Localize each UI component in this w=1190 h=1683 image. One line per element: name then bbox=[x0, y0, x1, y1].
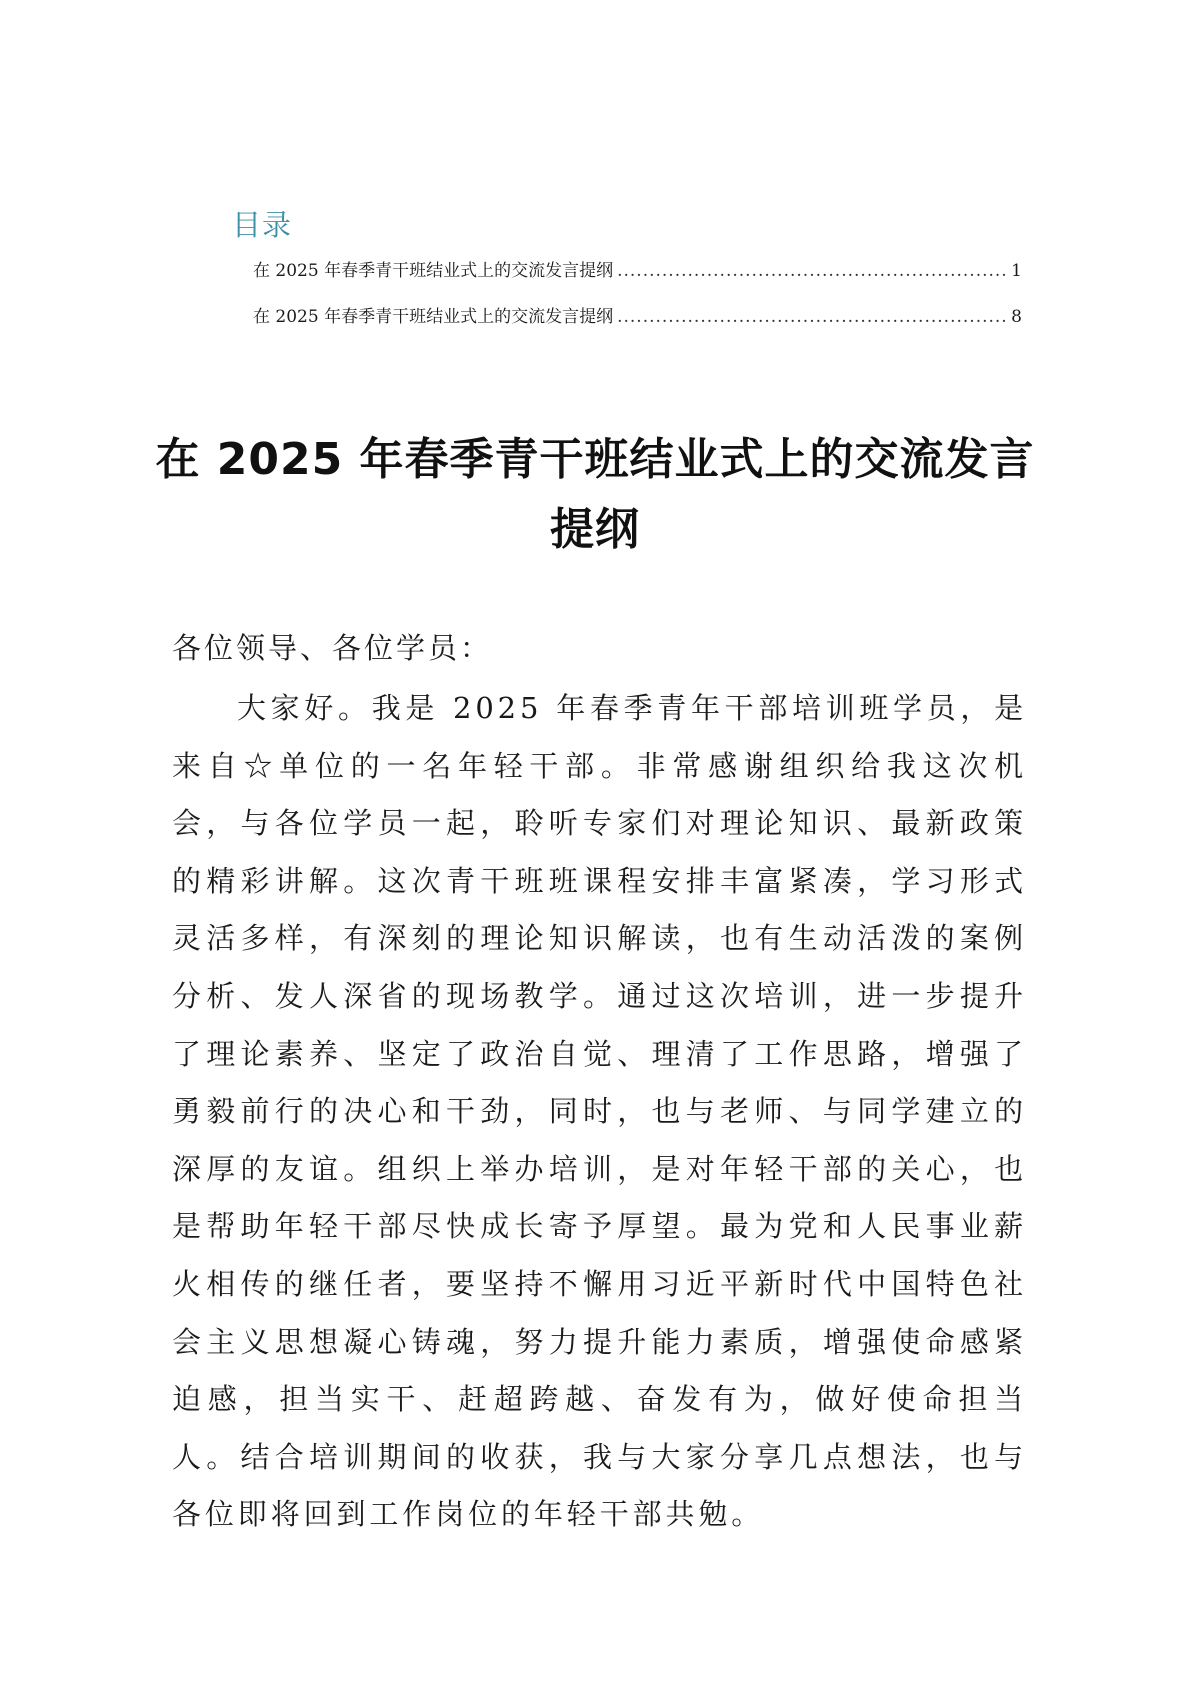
toc-leader-dots bbox=[617, 259, 1007, 283]
toc-list bbox=[232, 259, 1022, 329]
toc-heading: 目录 bbox=[232, 208, 293, 242]
toc-entry-page: 8 bbox=[1011, 307, 1022, 327]
salutation: 各位领导、各位学员： bbox=[172, 631, 493, 665]
toc-leader-dots bbox=[617, 305, 1007, 329]
table-of-contents bbox=[232, 205, 1022, 351]
toc-entry[interactable] bbox=[253, 259, 1022, 283]
toc-entry-page: 1 bbox=[1011, 261, 1022, 281]
document-title: 在 2025 年春季青干班结业式上的交流发言提纲 bbox=[155, 434, 1035, 555]
toc-entry-text: 在 2025 年春季青干班结业式上的交流发言提纲 bbox=[253, 307, 614, 327]
toc-entry-text: 在 2025 年春季青干班结业式上的交流发言提纲 bbox=[253, 261, 614, 281]
toc-entry[interactable] bbox=[253, 305, 1022, 329]
body-paragraph: 大家好。我是 2025 年春季青年干部培训班学员，是来自☆单位的一名年轻干部。非常感谢组织给我这次机会，与各位学员一起，聆听专家们对理论知识、最新政策的精彩讲解。这次青干班班课程安排丰富紧凑，学习形式灵活多样，有深刻的理论知识解读，也有生动活泼的案例分析、发人深省的现场教学。通过这次培训，进一步提升了理论素养、坚定了政治自觉、理清了工作思路，增强了勇毅前行的决心和干劲，同时，也与老师、与同学建立的深厚的友谊。组织上举办培训，是对年轻干部的关心，也是帮助年轻干部尽快成长寄予厚望。最为党和人民事业薪火相传的继任者，要坚持不懈用习近平新时代中国特色社会主义思想凝心铸魂，努力提升能力素质，增强使命感紧迫感，担当实干、赶超跨越、奋发有为，做好使命担当人。结合培训期间的收获，我与大家分享几点想法，也与各位即将回到工作岗位的年轻干部共勉。 bbox=[172, 691, 1027, 1532]
